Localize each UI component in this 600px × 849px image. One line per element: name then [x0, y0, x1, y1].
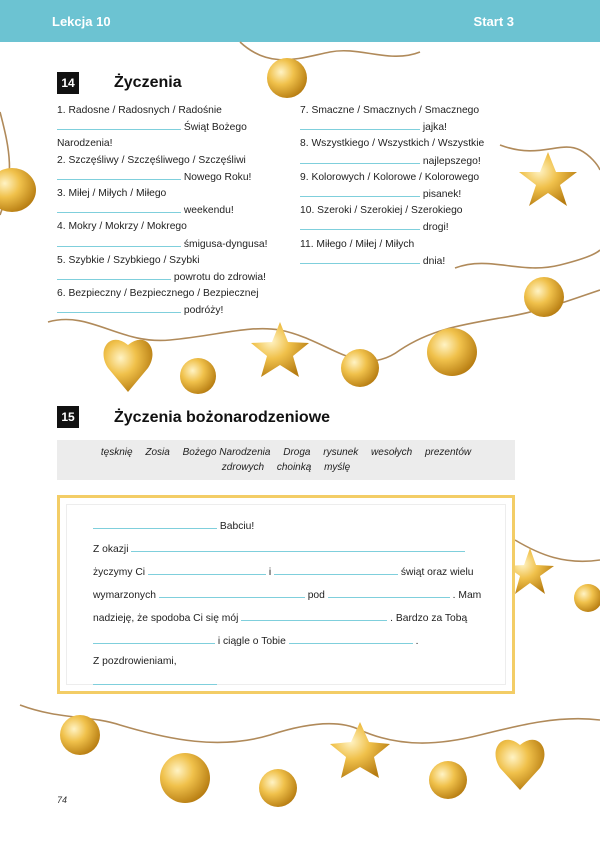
- ex14-item-1-continued: Narodzenia!: [57, 138, 113, 150]
- ex14-item-2: 2. Szczęśliwy / Szczęśliwego / Szczęśliwi: [57, 154, 246, 166]
- ex14-answer-row-9: pisanek!: [300, 186, 500, 203]
- answer-blank[interactable]: [57, 302, 181, 313]
- letter-blank[interactable]: [148, 564, 266, 575]
- ex14-item-3: 3. Miłej / Miłych / Miłego: [57, 188, 167, 200]
- ex14-answer-row-11: dnia!: [300, 253, 500, 270]
- letter-line-2: Z okazji: [93, 541, 465, 555]
- ex14-answer-row-8: najlepszego!: [300, 153, 500, 170]
- ex14-item-10: 10. Szeroki / Szerokiej / Szerokiego: [300, 205, 463, 217]
- letter-blank[interactable]: [274, 564, 398, 575]
- word-bank-word: wesołych: [371, 447, 413, 458]
- ex14-answer-row-2: Nowego Roku!: [57, 169, 297, 186]
- ex14-item-1: 1. Radosne / Radosnych / Radośnie: [57, 105, 222, 116]
- word-bank-word: rysunek: [323, 447, 359, 458]
- answer-blank[interactable]: [300, 153, 420, 164]
- word-bank-row-1: [57, 447, 515, 458]
- ex14-item-9: 9. Kolorowych / Kolorowe / Kolorowego: [300, 171, 480, 183]
- answer-blank[interactable]: [300, 219, 420, 230]
- letter-blank[interactable]: [93, 518, 217, 529]
- word-bank-word: tęsknię: [100, 447, 133, 458]
- ex14-answer-row-7: jajka!: [300, 119, 500, 136]
- letter-line-5: nadzieję, że spodoba Ci się mój . Bardzo za Tobą: [93, 610, 467, 624]
- word-bank-word: Droga: [283, 447, 311, 458]
- ex14-item-8: 8. Wszystkiego / Wszystkich / Wszystkie: [300, 138, 485, 150]
- letter-blank[interactable]: [93, 674, 217, 685]
- answer-blank[interactable]: [57, 236, 181, 247]
- letter-frame: [57, 495, 515, 694]
- word-bank-row-2: [57, 462, 515, 473]
- ex14-answer-row-6: podróży!: [57, 302, 297, 319]
- ex14-item-4: 4. Mokry / Mokrzy / Mokrego: [57, 221, 187, 233]
- ex14-answer-row-10: drogi!: [300, 219, 500, 236]
- exercise-14-title: Życzenia: [114, 74, 182, 91]
- word-bank-word: prezentów: [424, 447, 472, 458]
- header-bar: [0, 0, 600, 42]
- letter-line-8: [93, 674, 217, 688]
- answer-blank[interactable]: [57, 119, 181, 130]
- exercise-15-number: 15: [57, 406, 79, 428]
- ex14-answer-row-5: powrotu do zdrowia!: [57, 269, 297, 286]
- letter-blank[interactable]: [159, 587, 305, 598]
- letter-blank[interactable]: [131, 541, 465, 552]
- answer-blank[interactable]: [57, 169, 181, 180]
- letter-blank[interactable]: [93, 633, 215, 644]
- letter-blank[interactable]: [241, 610, 387, 621]
- word-bank-word: choinką: [276, 462, 312, 473]
- lesson-title: Lekcja 10: [52, 14, 111, 29]
- word-bank-word: zdrowych: [221, 462, 265, 473]
- ex14-item-7: 7. Smaczne / Smacznych / Smacznego: [300, 105, 480, 116]
- letter-line-4: wymarzonych pod . Mam: [93, 587, 481, 601]
- ex14-item-5: 5. Szybkie / Szybkiego / Szybki: [57, 254, 200, 266]
- answer-blank[interactable]: [57, 202, 181, 213]
- book-title: Start 3: [473, 14, 514, 29]
- exercise-14-left-column: [57, 103, 297, 320]
- letter-line-6: i ciągle o Tobie .: [93, 633, 418, 647]
- letter-line-7: Z pozdrowieniami,: [93, 656, 177, 667]
- word-bank-word: Zosia: [145, 447, 170, 458]
- answer-blank[interactable]: [300, 253, 420, 264]
- exercise-14-right-column: [300, 103, 500, 270]
- ex14-item-6: 6. Bezpieczny / Bezpiecznego / Bezpiecznej: [57, 288, 259, 300]
- ex14-answer-row-4: śmigusa-dyngusa!: [57, 236, 297, 253]
- exercise-14-number: 14: [57, 72, 79, 94]
- ex14-answer-row-1: Świąt Bożego: [57, 119, 297, 136]
- ex14-answer-row-3: weekendu!: [57, 202, 297, 219]
- letter-paper: [66, 504, 506, 685]
- answer-blank[interactable]: [300, 119, 420, 130]
- letter-blank[interactable]: [289, 633, 413, 644]
- letter-blank[interactable]: [328, 587, 450, 598]
- letter-line-1: Babciu!: [93, 518, 254, 532]
- answer-blank[interactable]: [300, 186, 420, 197]
- answer-blank[interactable]: [57, 269, 171, 280]
- exercise-15-title: Życzenia bożonarodzeniowe: [114, 409, 331, 426]
- word-bank-word: myślę: [324, 462, 351, 473]
- ex14-item-11: 11. Miłego / Miłej / Miłych: [300, 238, 415, 250]
- word-bank: [57, 440, 515, 480]
- word-bank-word: Bożego Narodzenia: [182, 447, 271, 458]
- letter-line-3: życzymy Ci i świąt oraz wielu: [93, 564, 474, 578]
- page-number: 74: [57, 795, 68, 805]
